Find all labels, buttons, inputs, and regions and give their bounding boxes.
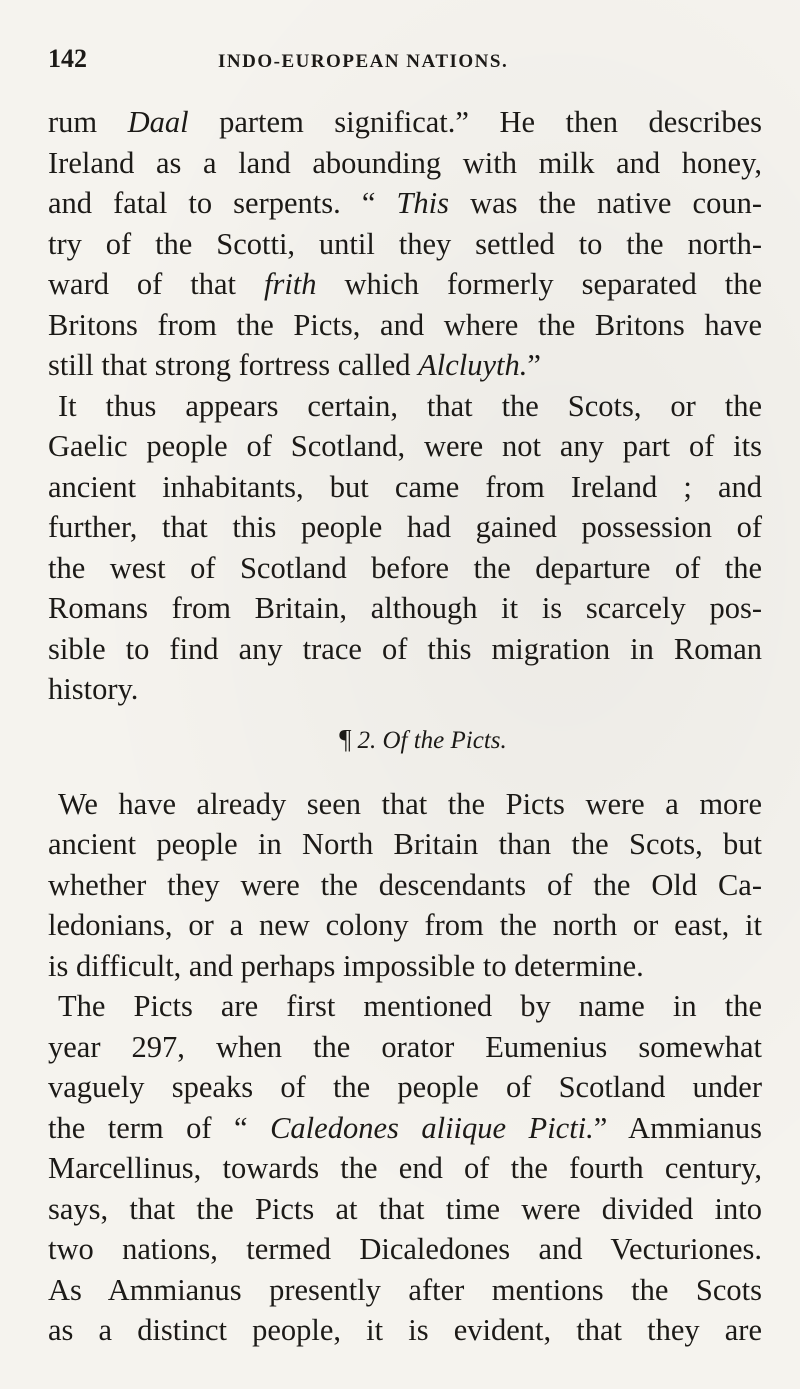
- text-line: We have already seen that the Picts were a more: [58, 786, 762, 821]
- text-line: whether they were the descendants of the Old Ca-: [48, 867, 762, 902]
- text-line: Ireland as a land abounding with milk and honey,: [48, 145, 762, 180]
- paragraph-4: [48, 986, 762, 1351]
- paragraph-2: [48, 386, 762, 710]
- text-line: Britons from the Picts, and where the Britons have: [48, 307, 762, 342]
- text-line: Marcellinus, towards the end of the fourth century,: [48, 1151, 762, 1185]
- pilcrow-icon: ¶: [339, 723, 352, 754]
- text-line: ancient people in North Britain than the Scots, but: [48, 827, 762, 861]
- page-number: 142: [48, 44, 87, 73]
- text-line: try of the Scotti, until they settled to the north-: [48, 226, 762, 261]
- text-line: sible to find any trace of this migration in Roman: [48, 631, 762, 666]
- section-title: 2. Of the Picts.: [357, 726, 507, 754]
- text-line: is difficult, and perhaps impossible to determine.: [48, 948, 644, 983]
- text-line: as a distinct people, it is evident, that they are: [48, 1313, 762, 1347]
- text-line: ward of that frith which formerly separated the: [48, 267, 762, 301]
- text-line: still that strong fortress called Alcluyth.”: [48, 348, 541, 382]
- page-header: [48, 44, 762, 84]
- section-heading: [84, 724, 762, 758]
- text-line: vaguely speaks of the people of Scotland under: [48, 1070, 762, 1104]
- paragraph-3: [48, 784, 762, 987]
- text-line: history.: [48, 672, 139, 706]
- text-line: further, that this people had gained possession of: [48, 510, 762, 544]
- text-line: Gaelic people of Scotland, were not any part of its: [48, 429, 762, 463]
- text-line: ancient inhabitants, but came from Ireland ; and: [48, 469, 762, 504]
- text-line: It thus appears certain, that the Scots, or the: [58, 388, 762, 423]
- text-line: and fatal to serpents. “ This was the native coun-: [48, 186, 762, 220]
- text-line: says, that the Picts at that time were divided into: [48, 1191, 762, 1226]
- text-line: the term of “ Caledones aliique Picti.” Ammianus: [48, 1110, 762, 1145]
- text-line: the west of Scotland before the departure of the: [48, 550, 762, 585]
- text-line: ledonians, or a new colony from the north or east, it: [48, 908, 762, 942]
- text-line: Romans from Britain, although it is scarcely pos-: [48, 591, 762, 625]
- text-line: year 297, when the orator Eumenius somewhat: [48, 1029, 762, 1064]
- text-line: The Picts are first mentioned by name in the: [58, 989, 762, 1023]
- running-head: INDO-EUROPEAN NATIONS.: [218, 51, 509, 72]
- text-line: rum Daal partem significat.” He then describes: [48, 105, 762, 139]
- paragraph-1: [48, 102, 762, 386]
- text-line: As Ammianus presently after mentions the Scots: [48, 1272, 762, 1307]
- text-line: two nations, termed Dicaledones and Vecturiones.: [48, 1232, 762, 1266]
